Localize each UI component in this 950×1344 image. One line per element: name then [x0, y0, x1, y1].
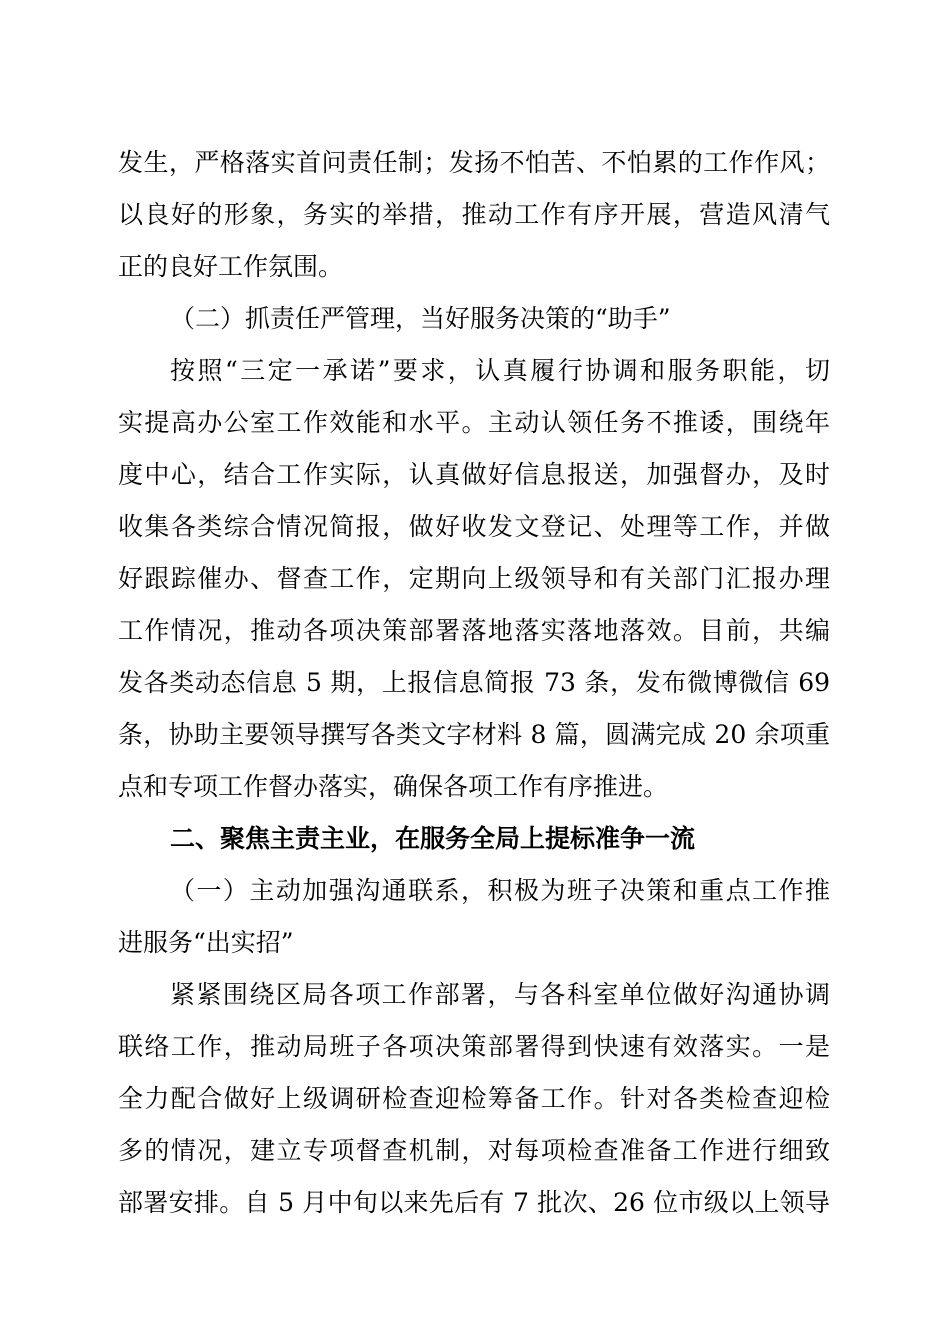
paragraph-coordination-service	[118, 345, 830, 813]
text-line: 全力配合做好上级调研检查迎检筹备工作。针对各类检查迎检	[118, 1084, 830, 1113]
subheading-text: 进服务“出实招”	[118, 928, 294, 957]
subheading-text: （一）主动加强沟通联系，积极为班子决策和重点工作推	[170, 876, 830, 905]
text-line: 收集各类综合情况简报，做好收发文登记、处理等工作，并做	[118, 512, 830, 541]
text-line: 以良好的形象，务实的举措，推动工作有序开展，营造风清气	[118, 200, 830, 229]
text-line: 好跟踪催办、督查工作，定期向上级领导和有关部门汇报办理	[118, 564, 830, 593]
text-line: 发生，严格落实首问责任制；发扬不怕苦、不怕累的工作作风；	[118, 148, 830, 177]
subheading-text: （二）抓责任严管理，当好服务决策的“助手”	[170, 304, 671, 333]
text-line: 部署安排。自 5 月中旬以来先后有 7 批次、26 位市级以上领导	[118, 1188, 830, 1217]
text-line: 工作情况，推动各项决策部署落地落实落地落效。目前，共编	[118, 616, 830, 645]
subheading-communication	[118, 865, 830, 969]
section-heading-two	[118, 813, 830, 865]
text-line: 紧紧围绕区局各项工作部署，与各科室单位做好沟通协调	[170, 980, 830, 1009]
section-heading-text: 二、聚焦主责主业，在服务全局上提标准争一流	[170, 824, 696, 853]
document-body	[118, 137, 830, 1229]
paragraph-deployment	[118, 969, 830, 1229]
subheading-responsibility	[118, 293, 830, 345]
text-line: 点和专项工作督办落实，确保各项工作有序推进。	[118, 772, 669, 801]
paragraph-work-style	[118, 137, 830, 293]
text-line: 多的情况，建立专项督查机制，对每项检查准备工作进行细致	[118, 1136, 830, 1165]
text-line: 发各类动态信息 5 期，上报信息简报 73 条，发布微博微信 69	[118, 668, 830, 697]
text-line: 正的良好工作氛围。	[118, 252, 344, 281]
text-line: 条，协助主要领导撰写各类文字材料 8 篇，圆满完成 20 余项重	[118, 720, 830, 749]
text-line: 联络工作，推动局班子各项决策部署得到快速有效落实。一是	[118, 1032, 830, 1061]
text-line: 实提高办公室工作效能和水平。主动认领任务不推诿，围绕年	[118, 408, 830, 437]
text-line: 按照“三定一承诺”要求，认真履行协调和服务职能，切	[170, 356, 830, 385]
text-line: 度中心，结合工作实际，认真做好信息报送，加强督办，及时	[118, 460, 830, 489]
